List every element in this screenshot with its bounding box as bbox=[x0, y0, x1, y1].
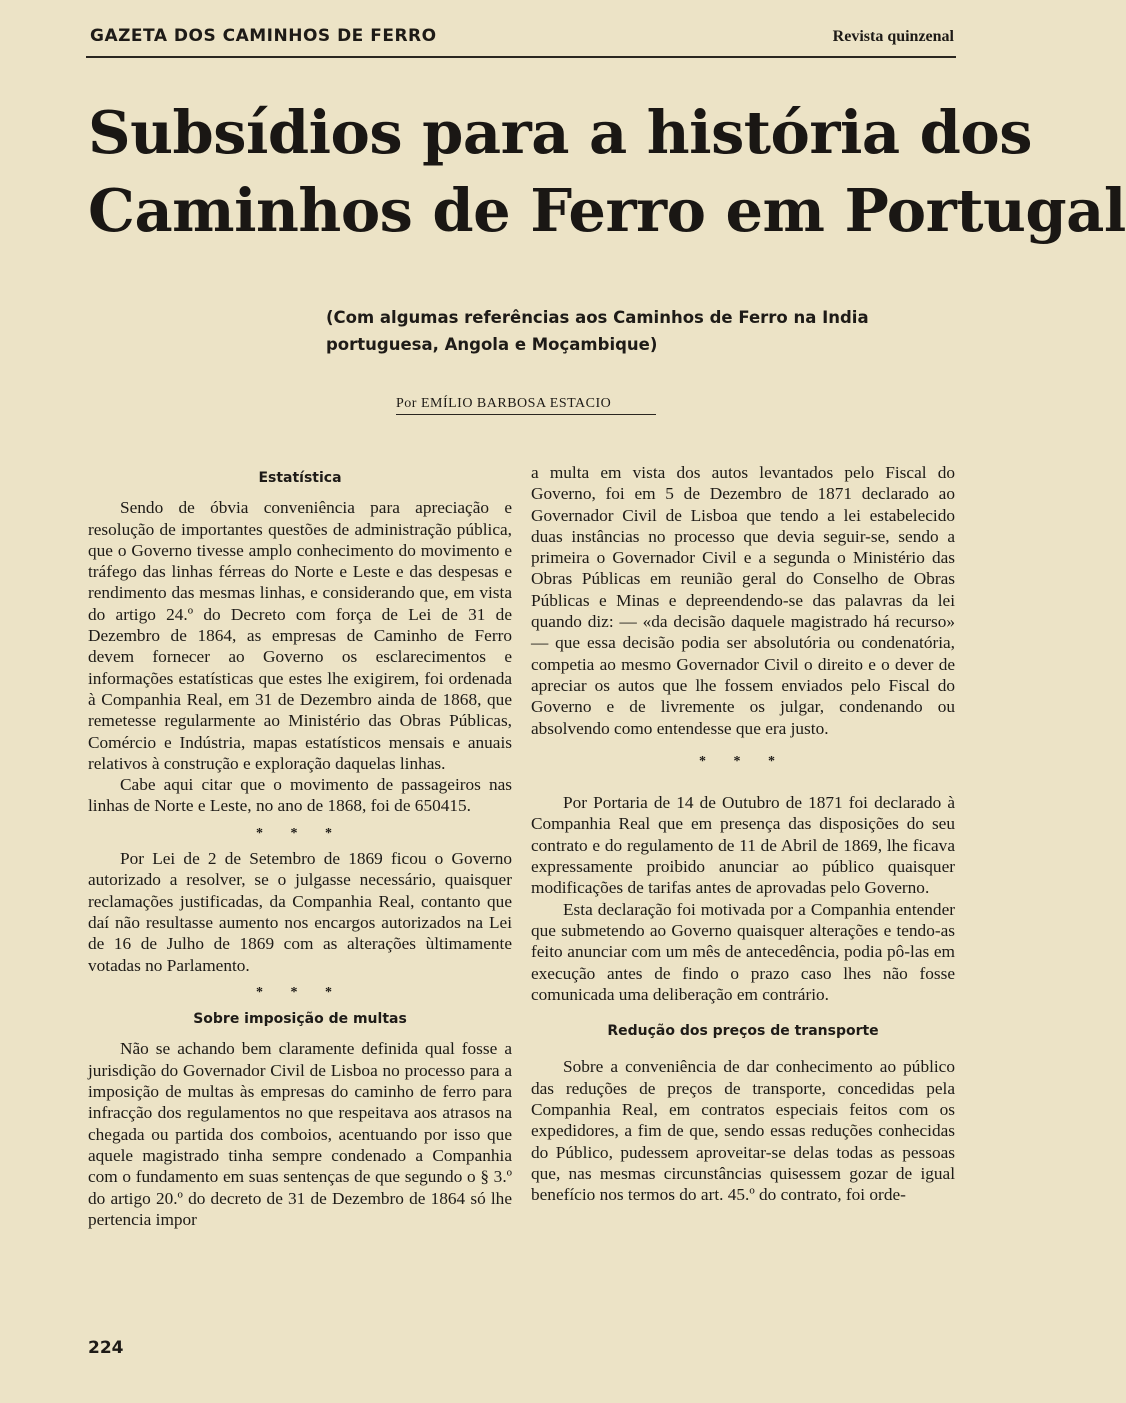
paragraph: Esta declaração foi motivada por a Companhia entender que submetendo ao Governo quaisquer alterações e tendo-as feito anunciar com um mês de antecedência, podia pô-las em execução antes de findo o prazo caso lhes não fosse comunicada uma deliberação em contrário. bbox=[531, 899, 955, 1004]
section-heading-transport-prices: Redução dos preços de transporte bbox=[607, 1023, 879, 1040]
right-column bbox=[531, 462, 955, 1206]
running-header bbox=[86, 22, 956, 58]
journal-subtitle: Revista quinzenal bbox=[832, 28, 954, 45]
article-title bbox=[88, 94, 1126, 250]
paragraph: Por Portaria de 14 de Outubro de 1871 foi declarado à Companhia Real que em presença das disposições do seu contrato e do regulamento de 11 de Abril de 1869, lhe ficava expressamente proibido anunciar ao público quaisquer modificações de tarifas antes de aprovadas pelo Governo. bbox=[531, 793, 955, 898]
section-heading-fines: Sobre imposição de multas bbox=[193, 1011, 407, 1028]
section-separator: * * * bbox=[256, 825, 344, 841]
article-subtitle: (Com algumas referências aos Caminhos de Ferro na India portuguesa, Angola e Moçambique) bbox=[326, 308, 869, 354]
left-column bbox=[88, 462, 512, 1230]
paragraph: Cabe aqui citar que o movimento de passageiros nas linhas de Norte e Leste, no ano de 1868, foi de 650415. bbox=[88, 775, 512, 816]
article-byline: Por EMÍLIO BARBOSA ESTACIO bbox=[396, 396, 656, 415]
paragraph: Por Lei de 2 de Setembro de 1869 ficou o Governo autorizado a resolver, se o julgasse necessário, quaisquer reclamações justificadas, da Companhia Real, contanto que daí não resultasse aumento nos encargos autorizados na Lei de 16 de Julho de 1869 com as alterações ùltimamente votadas no Parlamento. bbox=[88, 849, 512, 975]
section-separator: * * * bbox=[256, 984, 344, 1000]
paragraph: a multa em vista dos autos levantados pelo Fiscal do Governo, foi em 5 de Dezembro de 1871 declarado ao Governador Civil de Lisboa que tendo a lei estabelecido duas instâncias no processo que devia seguir-se, sendo a primeira o Governador Civil e a segunda o Ministério das Obras Públicas em reunião geral do Conselho de Obras Públicas e Minas e depreendendo-se das palavras da lei quando diz: — «da decisão daquele magistrado há recurso» — que essa decisão podia ser absolutória ou condenatória, competia ao mesmo Governador Civil o direito e o dever de apreciar os autos que lhe fossem enviados pelo Fiscal do Governo e de livremente os julgar, condenando ou absolvendo como entendesse que era justo. bbox=[531, 463, 955, 738]
paragraph: Não se achando bem claramente definida qual fosse a jurisdição do Governador Civil de Lisboa no processo para a imposição de multas às empresas do caminho de ferro para infracção dos regulamentos no que respeitava aos atrasos na chegada ou partida dos comboios, acentuando por isso que aquele magistrado tinha sempre condenado a Companhia com o fundamento em suas sentenças de que segundo o § 3.º do artigo 20.º do decreto de 31 de Dezembro de 1864 só lhe pertencia impor bbox=[88, 1039, 512, 1229]
section-heading-statistics: Estatística bbox=[258, 470, 342, 486]
article-title-line-2: Caminhos de Ferro em Portugal bbox=[88, 176, 1126, 245]
paragraph: Sendo de óbvia conveniência para apreciação e resolução de importantes questões de administração pública, que o Governo tivesse amplo conhecimento do movimento e tráfego das linhas férreas do Norte e Leste e das despesas e rendimento das mesmas linhas, e considerando que, em vista do artigo 24.º do Decreto com força de Lei de 31 de Dezembro de 1864, as empresas de Caminho de Ferro devem fornecer ao Governo os esclarecimentos e informações estatísticas que estes lhe exigirem, foi ordenada à Companhia Real, em 31 de Dezembro ainda de 1868, que remetesse regularmente ao Ministério das Obras Públicas, Comércio e Indústria, mapas estatísticos mensais e anuais relativos à construção e exploração daquelas linhas. bbox=[88, 498, 512, 773]
article-title-line-1: Subsídios para a história dos bbox=[88, 98, 1032, 167]
section-separator: * * * bbox=[699, 753, 787, 769]
journal-title: GAZETA DOS CAMINHOS DE FERRO bbox=[90, 26, 437, 46]
paragraph: Sobre a conveniência de dar conhecimento ao público das reduções de preços de transporte, concedidas pela Companhia Real, em contratos especiais feitos com os expedidores, a fim de que, sendo essas reduções conhecidas do Público, pudessem aproveitar-se delas todas as pessoas que, nas mesmas circunstâncias quisessem gozar de igual benefício nos termos do art. 45.º do contrato, foi orde- bbox=[531, 1057, 955, 1205]
page-number: 224 bbox=[88, 1338, 124, 1358]
